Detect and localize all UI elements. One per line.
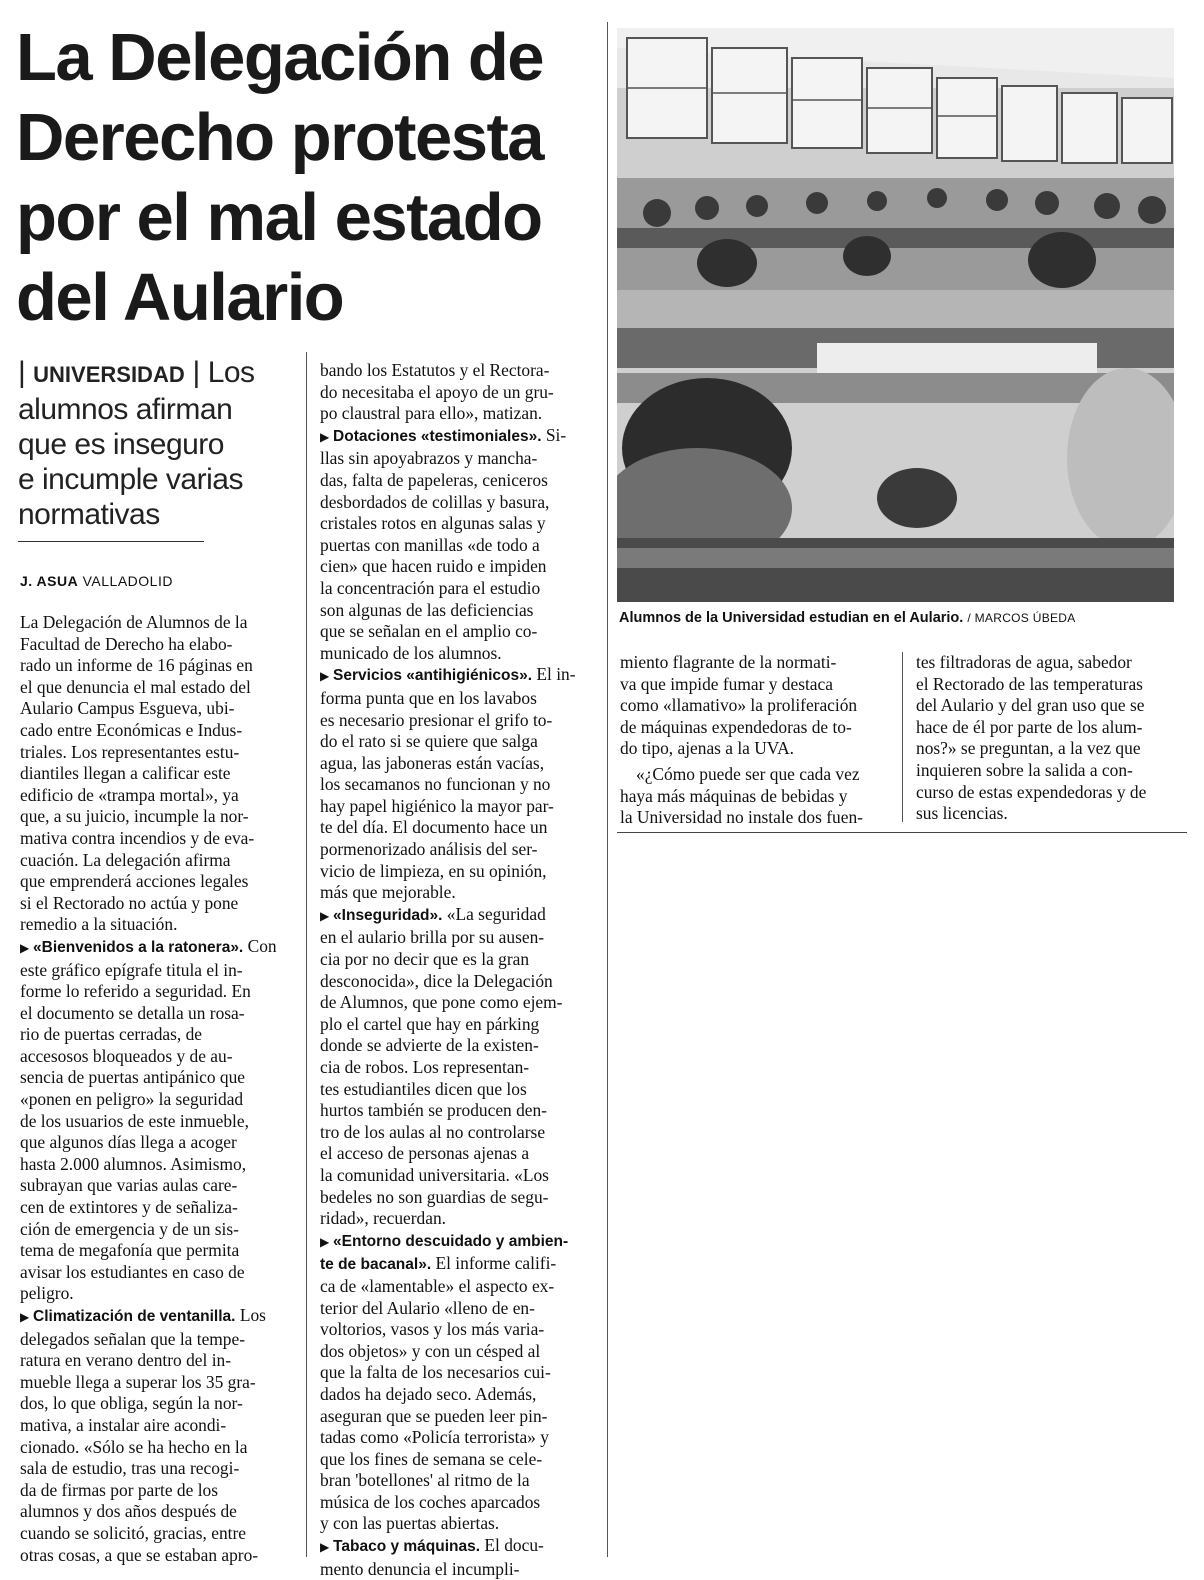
article-line: [20, 806, 298, 828]
article-line: [20, 981, 298, 1003]
article-column-4: [916, 652, 1188, 825]
section-lead: te de bacanal».: [320, 1256, 432, 1274]
article-line: [20, 655, 298, 677]
article-text: y con las puertas abiertas.: [320, 1513, 500, 1534]
article-line: [620, 674, 890, 696]
article-line: [320, 1406, 592, 1428]
article-text: triales. Los representantes estu-: [20, 741, 240, 762]
article-line: [320, 403, 592, 425]
subheadline-text: e incumple varias: [18, 463, 243, 496]
article-line: [320, 1143, 592, 1165]
article-line: [620, 695, 890, 717]
article-text: bran 'botellones' al ritmo de la: [320, 1470, 530, 1491]
article-text: que los fines de semana se cele-: [320, 1448, 543, 1469]
article-text: edificio de «trampa mortal», ya: [20, 784, 239, 805]
article-text: aseguran que se pueden leer pin-: [320, 1405, 548, 1426]
photo-illustration: [617, 28, 1174, 602]
article-text: agua, las jaboneras están vacías,: [320, 752, 545, 773]
article-text: bando los Estatutos y el Rectora-: [320, 360, 550, 380]
article-line: [20, 1501, 298, 1523]
section-lead: «Bienvenidos a la ratonera».: [33, 938, 244, 956]
headline: [16, 18, 596, 338]
article-text: Facultad de Derecho ha elabo-: [20, 633, 233, 654]
article-line: [320, 1014, 592, 1036]
article-text: vicio de limpieza, en su opinión,: [320, 860, 547, 881]
section-lead: Dotaciones «testimoniales».: [333, 427, 542, 445]
article-text: «¿Cómo puede ser que cada vez: [636, 763, 860, 784]
article-line: [320, 1341, 592, 1363]
article-text: en el aulario brilla por su ausen-: [320, 927, 545, 948]
article-line: [320, 1079, 592, 1101]
article-line: [320, 470, 592, 492]
article-text: «ponen en peligro» la seguridad: [20, 1089, 244, 1110]
article-text: mento denuncia el incumpli-: [320, 1558, 520, 1579]
article-text: que emprenderá acciones legales: [20, 871, 249, 892]
article-line: [320, 360, 592, 382]
article-text: donde se advierte de la existen-: [320, 1035, 539, 1056]
article-column-2: [320, 360, 592, 1580]
article-line: [20, 763, 298, 785]
article-line: [20, 1154, 298, 1176]
article-text: pormenorizado análisis del ser-: [320, 839, 538, 860]
article-line: [20, 960, 298, 982]
article-text: cuando se solicitó, gracias, entre: [20, 1522, 246, 1543]
article-line: [320, 839, 592, 861]
article-text: Si-: [541, 424, 567, 445]
article-text: otras cosas, a que se estaban apro-: [20, 1544, 259, 1565]
article-text: forma punta que en los lavabos: [320, 687, 537, 708]
article-line: [20, 1283, 298, 1305]
article-line: [320, 1230, 592, 1254]
article-text: rio de puertas cerradas, de: [20, 1024, 203, 1045]
article-line: [20, 1024, 298, 1046]
column-divider: [306, 352, 307, 1557]
article-text: po claustral para ello», matizan.: [320, 403, 543, 424]
article-text: cado entre Económicas e Indus-: [20, 719, 243, 740]
article-text: ca de «lamentable» el aspecto ex-: [320, 1275, 555, 1296]
bullet-arrow-icon: ▶: [320, 1234, 334, 1249]
article-text: mueble llega a superar los 35 gra-: [20, 1371, 256, 1392]
article-line: [20, 1393, 298, 1415]
article-line: [916, 652, 1188, 674]
article-text: do tipo, ajenas a la UVA.: [620, 738, 795, 759]
article-text: cen de extintores y de señaliza-: [20, 1197, 238, 1218]
article-text: El in-: [532, 664, 576, 685]
article-line: [320, 535, 592, 557]
article-line: [20, 612, 298, 634]
article-line: [20, 1329, 298, 1351]
subheadline-text: Los: [207, 356, 255, 389]
article-text: alumnos y dos años después de: [20, 1501, 237, 1522]
article-text: El docu-: [480, 1535, 544, 1556]
article-text: hasta 2.000 alumnos. Asimismo,: [20, 1153, 247, 1174]
article-text: mativa contra incendios y de eva-: [20, 827, 255, 848]
article-text: son algunas de las deficiencias: [320, 599, 534, 620]
article-line: [916, 717, 1188, 739]
article-line: [20, 1132, 298, 1154]
article-text: diantiles llegan a calificar este: [20, 763, 231, 784]
article-text: los secamanos no funcionan y no: [320, 774, 551, 795]
byline-place: VALLADOLID: [82, 573, 173, 589]
subheadline-first-line: [18, 355, 288, 392]
article-line: [20, 1262, 298, 1284]
article-line: [320, 971, 592, 993]
article-text: miento flagrante de la normati-: [620, 652, 837, 672]
article-line: [20, 1480, 298, 1502]
article-end-rule: [617, 832, 1187, 833]
section-tag: UNIVERSIDAD: [33, 362, 185, 387]
article-line: [320, 710, 592, 732]
article-line: [320, 425, 592, 449]
article-text: ratura en verano dentro del in-: [20, 1350, 232, 1371]
article-line: [20, 1458, 298, 1480]
article-text: el Rectorado de las temperaturas: [916, 673, 1143, 694]
article-text: desconocida», dice la Delegación: [320, 970, 553, 991]
article-text: tes estudiantiles dicen que los: [320, 1078, 527, 1099]
article-text: voltorios, vasos y los más varia-: [320, 1319, 545, 1340]
article-line: [20, 1523, 298, 1545]
article-line: [916, 695, 1188, 717]
article-line: [320, 1470, 592, 1492]
bullet-arrow-icon: ▶: [320, 908, 334, 923]
article-column-3: [620, 652, 890, 829]
article-text: del Aulario y del gran uso que se: [916, 695, 1145, 716]
article-text: ción de emergencia y de un sis-: [20, 1218, 239, 1239]
article-text: llas sin apoyabrazos y mancha-: [320, 448, 538, 469]
article-text: que la falta de los necesarios cui-: [320, 1362, 551, 1383]
article-line: [20, 828, 298, 850]
bullet-arrow-icon: ▶: [20, 1310, 34, 1324]
article-text: nos?» se preguntan, a la vez que: [916, 738, 1141, 759]
article-column-1: [20, 612, 298, 1566]
article-text: cia de robos. Los representan-: [320, 1057, 530, 1077]
article-line: [20, 893, 298, 915]
article-line: [916, 738, 1188, 760]
article-text: tadas como «Policía terrorista» y: [320, 1427, 549, 1448]
article-text: La Delegación de Alumnos de la: [20, 612, 248, 632]
article-line: [620, 807, 890, 829]
article-text: peligro.: [20, 1283, 74, 1304]
article-line: [620, 764, 890, 786]
article-line: [320, 382, 592, 404]
article-text: tema de megafonía que permita: [20, 1240, 240, 1261]
article-line: [20, 1350, 298, 1372]
article-text: sala de estudio, tras una recogi-: [20, 1458, 240, 1479]
article-text: subrayan que varias aulas care-: [20, 1175, 238, 1196]
article-text: sus licencias.: [916, 803, 1008, 824]
article-text: la Universidad no instale dos fuen-: [620, 807, 863, 828]
article-text: das, falta de papeleras, ceniceros: [320, 469, 548, 490]
article-line: [320, 861, 592, 883]
column-divider: [607, 22, 608, 1557]
article-text: dados ha dejado seco. Además,: [320, 1383, 537, 1404]
article-line: [20, 677, 298, 699]
article-line: [20, 914, 298, 936]
article-text: Los: [235, 1305, 266, 1325]
article-line: [320, 1122, 592, 1144]
article-line: [20, 634, 298, 656]
article-text: que se señalan en el amplio co-: [320, 621, 538, 642]
article-line: [320, 1449, 592, 1471]
article-line: [320, 643, 592, 665]
students-studying-photo: [617, 28, 1174, 602]
article-text: más que mejorable.: [320, 882, 456, 903]
article-text: da de firmas por parte de los: [20, 1479, 218, 1500]
article-text: de los usuarios de este inmueble,: [20, 1110, 249, 1131]
article-line: [320, 1057, 592, 1079]
article-text: terior del Aulario «lleno de en-: [320, 1297, 535, 1318]
column-divider: [902, 652, 903, 822]
article-text: mativa, a instalar aire acondi-: [20, 1414, 227, 1435]
article-line: [320, 731, 592, 753]
section-lead: «Inseguridad».: [333, 906, 443, 924]
article-text: rado un informe de 16 páginas en: [20, 655, 253, 676]
article-text: «La seguridad: [442, 903, 546, 924]
bullet-arrow-icon: ▶: [320, 1540, 334, 1555]
article-line: [20, 1219, 298, 1241]
article-text: do necesitaba el apoyo de un gru-: [320, 381, 554, 402]
headline-line: La Delegación de: [16, 20, 544, 95]
subheadline-text: alumnos afirman: [18, 393, 233, 426]
article-text: do el rato si se quiere que salga: [320, 731, 538, 752]
article-line: [320, 448, 592, 470]
article-line: [620, 652, 890, 674]
article-text: es necesario presionar el grifo to-: [320, 709, 553, 730]
article-text: dos objetos» y con un césped al: [320, 1340, 541, 1361]
article-text: forme lo referido a seguridad. En: [20, 981, 251, 1002]
article-line: [320, 882, 592, 904]
article-text: desbordados de colillas y basura,: [320, 491, 550, 512]
headline-line: del Aulario: [16, 260, 344, 335]
article-text: como «llamativo» la proliferación: [620, 695, 858, 716]
article-text: este gráfico epígrafe titula el in-: [20, 959, 243, 980]
article-line: [320, 1384, 592, 1406]
article-text: municado de los alumnos.: [320, 642, 502, 663]
article-line: [320, 1298, 592, 1320]
article-line: [916, 760, 1188, 782]
article-line: [320, 1208, 592, 1230]
article-line: [320, 1035, 592, 1057]
article-line: [320, 664, 592, 688]
article-line: [20, 720, 298, 742]
article-line: [320, 817, 592, 839]
headline-line: Derecho protesta: [16, 100, 544, 175]
divider-bar: |: [18, 356, 34, 389]
article-text: ridad», recuerdan.: [320, 1208, 447, 1229]
article-line: [20, 1046, 298, 1068]
byline-author: J. ASUA: [20, 573, 79, 589]
article-text: plo el cartel que hay en párking: [320, 1013, 540, 1034]
article-text: avisar los estudiantes en caso de: [20, 1261, 245, 1282]
article-text: tro de los aulas al no controlarse: [320, 1121, 546, 1142]
article-line: [20, 850, 298, 872]
subheadline: [18, 355, 288, 532]
article-text: te del día. El documento hace un: [320, 817, 548, 838]
article-text: hace de él por parte de los alum-: [916, 716, 1143, 737]
article-line: [620, 786, 890, 808]
article-line: [916, 803, 1188, 825]
article-text: Aulario Campus Esgueva, ubi-: [20, 698, 235, 719]
article-line: [20, 1197, 298, 1219]
article-line: [320, 556, 592, 578]
article-line: [320, 1100, 592, 1122]
article-line: [620, 738, 890, 760]
bullet-arrow-icon: ▶: [20, 940, 34, 955]
headline-line: por el mal estado: [16, 180, 542, 255]
article-text: de máquinas expendedoras de to-: [620, 716, 852, 737]
photo-caption: [619, 610, 1189, 626]
article-line: [20, 1305, 298, 1329]
article-line: [20, 785, 298, 807]
article-text: remedio a la situación.: [20, 914, 178, 935]
article-line: [320, 1535, 592, 1559]
article-text: hurtos también se producen den-: [320, 1100, 547, 1121]
article-text: de Alumnos, que pone como ejem-: [320, 992, 563, 1013]
bullet-arrow-icon: ▶: [320, 429, 334, 444]
article-text: el documento se detalla un rosa-: [20, 1002, 245, 1023]
subheadline-text: normativas: [18, 498, 160, 531]
article-line: [20, 1545, 298, 1567]
article-text: tes filtradoras de agua, sabedor: [916, 652, 1132, 672]
article-text: cia por no decir que es la gran: [320, 949, 530, 970]
article-line: [320, 688, 592, 710]
article-line: [916, 674, 1188, 696]
section-lead: «Entorno descuidado y ambien-: [333, 1232, 569, 1250]
article-line: [320, 1187, 592, 1209]
section-lead: Climatización de ventanilla.: [33, 1308, 236, 1325]
divider: [18, 541, 204, 542]
article-line: [20, 1111, 298, 1133]
article-line: [20, 698, 298, 720]
article-line: [20, 1089, 298, 1111]
article-line: [620, 717, 890, 739]
article-line: [320, 621, 592, 643]
article-line: [320, 949, 592, 971]
article-line: [320, 1492, 592, 1514]
article-text: música de los coches aparcados: [320, 1491, 541, 1512]
article-text: hay papel higiénico la mayor par-: [320, 795, 554, 816]
article-text: accesosos bloqueados y de au-: [20, 1045, 233, 1066]
article-line: [320, 1319, 592, 1341]
divider-bar: |: [184, 356, 208, 389]
article-line: [20, 1067, 298, 1089]
article-line: [320, 492, 592, 514]
article-line: [916, 782, 1188, 804]
article-text: la concentración para el estudio: [320, 577, 541, 598]
article-line: [320, 513, 592, 535]
article-line: [320, 578, 592, 600]
article-line: [20, 871, 298, 893]
article-text: puertas con manillas «de todo a: [320, 534, 540, 555]
article-text: Con: [243, 935, 277, 956]
byline: [20, 573, 290, 589]
article-line: [320, 1559, 592, 1580]
article-text: si el Rectorado no actúa y pone: [20, 892, 239, 913]
article-line: [320, 753, 592, 775]
article-text: el acceso de personas ajenas a: [320, 1143, 530, 1164]
article-line: [20, 1415, 298, 1437]
article-line: [20, 1003, 298, 1025]
article-line: [320, 1427, 592, 1449]
article-text: que, a su juicio, incumple la nor-: [20, 806, 249, 827]
article-text: inquieren sobre la salida a con-: [916, 759, 1133, 780]
article-text: haya más máquinas de bebidas y: [620, 785, 848, 806]
article-line: [20, 1175, 298, 1197]
bullet-arrow-icon: ▶: [320, 669, 334, 684]
section-lead: Tabaco y máquinas.: [333, 1538, 481, 1556]
article-text: bedeles no son guardias de segu-: [320, 1186, 549, 1207]
article-text: el que denuncia el mal estado del: [20, 676, 251, 697]
article-line: [320, 796, 592, 818]
article-text: cionado. «Sólo se ha hecho en la: [20, 1436, 248, 1457]
article-text: la comunidad universitaria. «Los: [320, 1164, 549, 1185]
article-line: [20, 742, 298, 764]
article-text: dos, lo que obliga, según la nor-: [20, 1393, 243, 1414]
photo-credit: / MARCOS ÚBEDA: [967, 611, 1076, 625]
article-text: que algunos días llega a acoger: [20, 1132, 237, 1153]
article-line: [320, 904, 592, 928]
article-line: [20, 1372, 298, 1394]
article-line: [320, 1253, 592, 1276]
article-text: cuación. La delegación afirma: [20, 849, 231, 870]
article-text: sencia de puertas antipánico que: [20, 1067, 246, 1088]
article-text: cristales rotos en algunas salas y: [320, 513, 546, 534]
article-line: [320, 992, 592, 1014]
article-line: [20, 1240, 298, 1262]
article-line: [20, 1437, 298, 1459]
article-line: [320, 1513, 592, 1535]
article-line: [320, 927, 592, 949]
article-line: [320, 1165, 592, 1187]
subheadline-text: que es inseguro: [18, 428, 224, 461]
article-text: va que impide fumar y destaca: [620, 673, 833, 694]
article-line: [320, 1276, 592, 1298]
article-text: cien» que hacen ruido e impiden: [320, 556, 547, 577]
article-text: El informe califi-: [431, 1253, 557, 1274]
article-line: [320, 600, 592, 622]
article-line: [320, 774, 592, 796]
article-text: curso de estas expendedoras y de: [916, 781, 1147, 802]
article-text: delegados señalan que la tempe-: [20, 1328, 246, 1349]
section-lead: Servicios «antihigiénicos».: [333, 667, 533, 685]
article-line: [20, 936, 298, 960]
caption-text: Alumnos de la Universidad estudian en el Aulario.: [619, 610, 964, 626]
article-line: [320, 1362, 592, 1384]
